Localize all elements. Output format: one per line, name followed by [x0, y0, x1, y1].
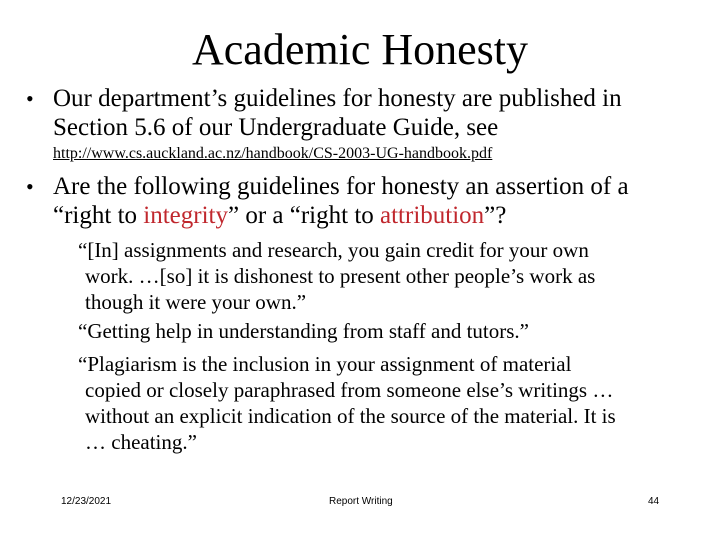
bullet-dot-icon: • [26, 86, 34, 111]
quote-line: work. …[so] it is dishonest to present other people’s work as [85, 264, 596, 288]
quote-getting-help [78, 318, 705, 344]
bullet-line [53, 201, 713, 230]
bullet-dot-icon: • [26, 174, 34, 199]
footer-title: Report Writing [329, 496, 393, 507]
footer-date: 12/23/2021 [61, 496, 112, 507]
quote-line: “Plagiarism is the inclusion in your assignment of material [78, 352, 572, 376]
quote-line: “Getting help in understanding from staff and tutors.” [78, 319, 530, 343]
footer-page-number: 44 [648, 496, 660, 507]
quote-line: copied or closely paraphrased from someone else’s writings … [85, 378, 614, 402]
quote-line: though it were your own.” [85, 290, 307, 314]
text-run: “right to [53, 202, 144, 229]
text-run: ”? [484, 202, 507, 229]
quote-line: without an explicit indication of the source of the material. It is [85, 404, 616, 428]
bullet-line: Our department’s guidelines for honesty are published in [53, 85, 622, 112]
bullet-line: Section 5.6 of our Undergraduate Guide, see [53, 114, 499, 141]
attribution-highlight: attribution [380, 202, 485, 229]
quote-line: … cheating.” [85, 430, 197, 454]
quote-credit [78, 237, 705, 315]
bullet-guidelines-published [26, 84, 713, 142]
text-run: ” or a “right to [227, 202, 381, 229]
bullet-guidelines-question [26, 172, 713, 230]
handbook-link[interactable]: http://www.cs.auckland.ac.nz/handbook/CS-2003-UG-handbook.pdf [53, 145, 493, 162]
slide-title: Academic Honesty [192, 25, 528, 74]
bullet-line: Are the following guidelines for honesty an assertion of a [53, 173, 629, 200]
quote-line: “[In] assignments and research, you gain credit for your own [78, 238, 589, 262]
integrity-highlight: integrity [143, 202, 228, 229]
quote-plagiarism [78, 351, 705, 455]
